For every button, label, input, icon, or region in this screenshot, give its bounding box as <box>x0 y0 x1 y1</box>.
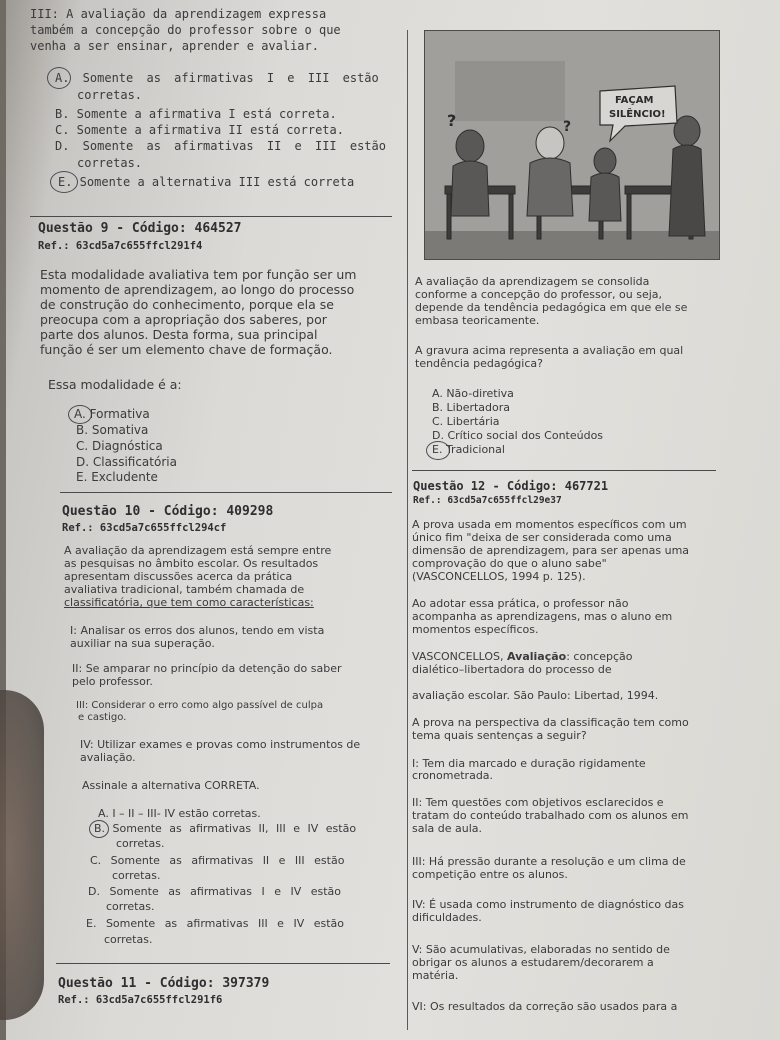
q11-prompt-line: A gravura acima representa a avaliação em qual <box>415 344 684 357</box>
question-mark: ? <box>563 119 572 135</box>
q10-item-4: IV: Utilizar exames e provas como instrumentos de <box>80 738 361 751</box>
q12-quote-line: (VASCONCELLOS, 1994 p. 125). <box>412 570 586 583</box>
q12-citation-line-2: dialético–libertadora do processo de <box>412 663 612 676</box>
q10-item-1-cont: auxiliar na sua superação. <box>70 637 215 650</box>
q11-option-c[interactable]: C. Libertária <box>432 415 500 428</box>
q12-item-5-cont: obrigar os alunos a estudarem/decorarem a <box>412 956 654 969</box>
q11-prompt-line: tendência pedagógica? <box>415 357 543 370</box>
q9-option-e[interactable]: E. Excludente <box>76 470 158 484</box>
q8-option-d-cont: corretas. <box>77 156 143 170</box>
q10-ref: Ref.: 63cd5a7c655ffcl294cf <box>62 522 227 534</box>
q9-option-c[interactable]: C. Diagnóstica <box>76 439 163 453</box>
q11-body-line: embasa teoricamente. <box>415 314 540 327</box>
q12-citation-line-3: avaliação escolar. São Paulo: Libertad, 1994. <box>412 689 659 702</box>
q10-body-line: classificatória, que tem como características: <box>64 596 314 609</box>
q9-body-line: preocupa com a apropriação dos saberes, por <box>40 312 327 327</box>
q10-prompt: Assinale a alternativa CORRETA. <box>82 779 260 792</box>
q10-option-e[interactable]: E. Somente as afirmativas III e IV estão <box>86 917 344 930</box>
q12-prompt-line: A prova na perspectiva da classificação tem como <box>412 716 689 729</box>
q10-option-a[interactable]: A. I – II – III- IV estão corretas. <box>98 807 261 820</box>
q8-option-a-cont: corretas. <box>77 88 143 102</box>
q10-option-b[interactable]: B. Somente as afirmativas II, III e IV estão <box>94 822 357 835</box>
q10-body-line: avaliativa tradicional, também chamada de <box>64 583 305 596</box>
q11-ref: Ref.: 63cd5a7c655ffcl291f6 <box>58 994 223 1006</box>
q12-item-4-cont: dificuldades. <box>412 911 482 924</box>
q9-option-d[interactable]: D. Classificatória <box>76 455 177 469</box>
q9-body-line: momento de aprendizagem, ao longo do processo <box>40 282 355 297</box>
q8-option-d[interactable]: D. Somente as afirmativas II e III estão <box>55 139 386 153</box>
q11-body-line: A avaliação da aprendizagem se consolida <box>415 275 650 288</box>
citation-author: VASCONCELLOS, <box>412 650 508 663</box>
q11-option-e[interactable]: E. Tradicional <box>432 443 505 456</box>
q12-item-2: II: Tem questões com objetivos esclarecidos e <box>412 796 664 809</box>
q10-option-d[interactable]: D. Somente as afirmativas I e IV estão <box>88 885 342 898</box>
q12-item-5-cont: matéria. <box>412 969 459 982</box>
stmt-line: III: A avaliação da aprendizagem expressa <box>30 7 327 21</box>
q10-item-3-cont: e castigo. <box>78 712 127 723</box>
q10-body-line: A avaliação da aprendizagem está sempre entre <box>64 544 332 557</box>
q9-body-line: função é ser um elemento chave de formação. <box>40 342 333 357</box>
q12-item-3-cont: competição entre os alunos. <box>412 868 568 881</box>
classroom-cartoon <box>425 31 719 259</box>
divider <box>56 963 390 964</box>
cartoon-sign-line-2: SILÊNCIO! <box>609 109 666 120</box>
q10-item-2-cont: pelo professor. <box>72 675 153 688</box>
q10-item-2: II: Se amparar no princípio da detenção do saber <box>72 662 342 675</box>
q10-item-4-cont: avaliação. <box>80 751 136 764</box>
q10-option-b-cont: corretas. <box>116 837 165 850</box>
stmt-line: também a concepção do professor sobre o que <box>30 23 341 37</box>
q12-quote-line: dimensão de aprendizagem, para ser apenas uma <box>412 544 690 557</box>
q10-title: Questão 10 - Código: 409298 <box>62 504 274 519</box>
q9-prompt: Essa modalidade é a: <box>48 377 182 392</box>
q12-para-line: Ao adotar essa prática, o professor não <box>412 597 629 610</box>
q12-item-4: IV: É usada como instrumento de diagnóstico das <box>412 898 685 911</box>
q9-body-line: de construção do conhecimento, porque ela se <box>40 297 334 312</box>
q12-item-2-cont: sala de aula. <box>412 822 483 835</box>
thumb-shadow <box>0 690 44 1020</box>
q9-option-b[interactable]: B. Somativa <box>76 423 149 437</box>
q11-body-line: depende da tendência pedagógica em que ele se <box>415 301 688 314</box>
q9-option-a[interactable]: A. Formativa <box>74 407 150 421</box>
cartoon-illustration <box>424 30 720 260</box>
column-divider <box>407 30 408 1030</box>
citation-subtitle: : concepção <box>566 650 633 663</box>
q12-prompt-line: tema quais sentenças a seguir? <box>412 729 587 742</box>
q12-item-6: VI: Os resultados da correção são usados para a <box>412 1000 678 1013</box>
q12-quote-line: comprovação do que o aluno sabe" <box>412 557 607 570</box>
q9-body-line: parte dos alunos. Desta forma, sua principal <box>40 327 318 342</box>
q12-title: Questão 12 - Código: 467721 <box>413 479 609 493</box>
q12-para-line: momentos específicos. <box>412 623 539 636</box>
q12-item-1: I: Tem dia marcado e duração rigidamente <box>412 757 646 770</box>
q12-quote-line: A prova usada em momentos específicos com um <box>412 518 687 531</box>
q12-item-1-cont: cronometrada. <box>412 769 494 782</box>
q12-item-2-cont: tratam do conteúdo trabalhado com os alunos em <box>412 809 689 822</box>
q10-body-line: as pesquisas no âmbito escolar. Os resultados <box>64 557 319 570</box>
q10-option-d-cont: corretas. <box>106 900 155 913</box>
q12-ref: Ref.: 63cd5a7c655ffcl29e37 <box>413 495 562 506</box>
q12-quote-line: único fim "deixa de ser considerada como uma <box>412 531 672 544</box>
question-mark: ? <box>447 111 457 130</box>
q12-citation-line-1 <box>412 651 633 663</box>
q11-option-b[interactable]: B. Libertadora <box>432 401 511 414</box>
q10-body-line: apresentam discussões acerca da prática <box>64 570 293 583</box>
q10-item-1: I: Analisar os erros dos alunos, tendo em vista <box>70 624 325 637</box>
q12-item-3: III: Há pressão durante a resolução e um clima de <box>412 855 686 868</box>
q8-option-a[interactable]: A. Somente as afirmativas I e III estão <box>55 71 379 85</box>
stmt-line: venha a ser ensinar, aprender e avaliar. <box>30 39 319 53</box>
q8-option-b[interactable]: B. Somente a afirmativa I está correta. <box>55 107 337 121</box>
q11-title: Questão 11 - Código: 397379 <box>58 976 270 991</box>
q11-body-line: conforme a concepção do professor, ou seja, <box>415 288 663 301</box>
citation-title: Avaliação <box>507 650 567 663</box>
q9-title: Questão 9 - Código: 464527 <box>38 221 242 236</box>
q11-option-d[interactable]: D. Crítico social dos Conteúdos <box>432 429 604 442</box>
q10-item-3: III: Considerar o erro como algo passível de culpa <box>76 700 324 711</box>
q8-option-c[interactable]: C. Somente a afirmativa II está correta. <box>55 123 344 137</box>
q12-item-5: V: São acumulativas, elaboradas no sentido de <box>412 943 670 956</box>
q10-option-e-cont: corretas. <box>104 933 153 946</box>
q8-option-e[interactable]: E. Somente a alternativa III está correta <box>58 175 355 189</box>
q10-option-c-cont: corretas. <box>112 869 161 882</box>
q9-ref: Ref.: 63cd5a7c655ffcl291f4 <box>38 240 203 252</box>
q9-body-line: Esta modalidade avaliativa tem por função ser um <box>40 267 357 282</box>
divider <box>412 470 716 471</box>
cartoon-sign-line-1: FAÇAM <box>615 95 654 106</box>
q11-option-a[interactable]: A. Não-diretiva <box>432 387 514 400</box>
divider <box>30 216 392 217</box>
q12-para-line: acompanha as aprendizagens, mas o aluno em <box>412 610 673 623</box>
divider <box>60 492 392 493</box>
q10-option-c[interactable]: C. Somente as afirmativas II e III estão <box>90 854 345 867</box>
